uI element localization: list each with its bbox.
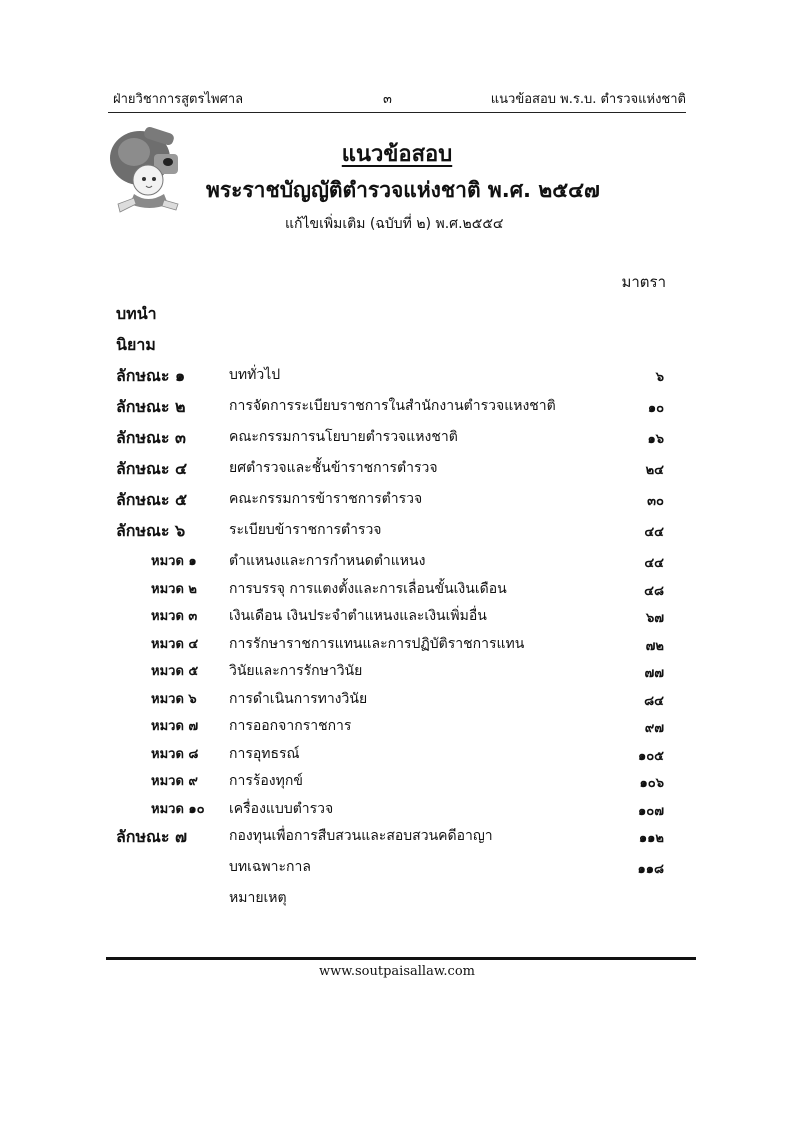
toc-part-title: คณะกรรมการนโยบายตำรวจแหงชาติ: [229, 429, 458, 445]
toc-part-label: ลักษณะ ๒: [116, 397, 186, 416]
toc-section-number: ๖๗: [645, 611, 664, 626]
toc-section-number: ๗๒: [645, 638, 664, 654]
toc-part-title: ตำแหนงและการกำหนดตำแหนง: [229, 553, 426, 569]
toc-part-label: หมวด ๘: [151, 746, 199, 762]
toc-section-number: ๑๐๗: [638, 803, 664, 819]
toc-row: [116, 574, 664, 602]
toc-part-title: การร้องทุกข์: [229, 773, 303, 789]
toc-row: [116, 629, 664, 657]
toc-part-label: หมวด ๙: [151, 774, 198, 789]
toc-part-title: ยศตำรวจและชั้นข้าราชการตำรวจ: [229, 460, 438, 476]
toc-section-number: ๑๐: [647, 401, 664, 416]
toc-part-title: หมายเหตุ: [229, 890, 287, 906]
toc-section-number: ๑๖: [647, 432, 664, 447]
toc-part-label: หมวด ๗: [151, 719, 199, 734]
toc-row: [116, 360, 664, 391]
toc-section-number: ๑๑๒: [638, 831, 664, 846]
toc-row: [116, 298, 664, 329]
toc-part-title: การอุทธรณ์: [229, 745, 300, 762]
toc-part-title: บททั่วไป: [229, 367, 281, 383]
toc-section-number: ๑๑๘: [637, 862, 664, 877]
toc-part-label: บทนำ: [116, 304, 157, 323]
toc-part-title: การรักษาราชการแทนและการปฏิบัติราชการแทน: [229, 635, 525, 652]
toc-section-number: ๔๔: [644, 525, 664, 540]
toc-part-label: หมวด ๖: [151, 691, 197, 707]
section-column-header: มาตรา: [621, 273, 666, 291]
document-title-block: [0, 136, 794, 171]
toc-row: [116, 422, 664, 453]
toc-row: [116, 684, 664, 712]
toc-section-number: ๙๗: [644, 721, 664, 736]
toc-part-title: เครื่องแบบตำรวจ: [229, 800, 334, 817]
toc-part-label: หมวด ๒: [151, 581, 197, 597]
toc-part-title: การออกจากราชการ: [229, 718, 352, 734]
toc-part-label: ลักษณะ ๕: [116, 490, 188, 509]
header-document-title: แนวข้อสอบ พ.ร.บ. ตำรวจแห่งชาติ: [490, 92, 686, 107]
toc-section-number: ๗๗: [644, 666, 664, 681]
toc-row: [116, 391, 664, 422]
toc-row: [116, 852, 664, 883]
toc-row: [116, 601, 664, 629]
toc-part-label: หมวด ๑๐: [151, 801, 205, 817]
toc-part-title: เงินเดือน เงินประจำตำแหนงและเงินเพิ่มอื่น: [229, 608, 487, 624]
toc-part-label: นิยาม: [116, 335, 156, 354]
toc-part-label: ลักษณะ ๑: [116, 366, 186, 385]
toc-row: [116, 821, 664, 852]
toc-section-number: ๑๐๖: [639, 776, 664, 791]
toc-row: [116, 739, 664, 767]
toc-part-title: ระเบียบข้าราชการตำรวจ: [229, 522, 382, 538]
table-of-contents: [116, 298, 664, 914]
toc-part-title: วินัยและการรักษาวินัย: [229, 663, 363, 679]
toc-row: [116, 453, 664, 484]
toc-section-number: ๘๔: [644, 693, 664, 709]
footer-website: www.soutpaisallaw.com: [319, 964, 475, 979]
toc-section-number: ๖: [655, 370, 664, 385]
act-title: พระราชบัญญัติตำรวจแห่งชาติ พ.ศ. ๒๕๔๗: [206, 178, 600, 202]
toc-part-label: ลักษณะ ๓: [116, 428, 186, 447]
toc-part-label: ลักษณะ ๖: [116, 521, 186, 540]
amendment-note: แก้ไขเพิ่มเติม (ฉบับที่ ๒) พ.ศ.๒๕๕๔: [285, 216, 504, 232]
toc-row: [116, 766, 664, 794]
toc-row: [116, 794, 664, 822]
toc-row: [116, 484, 664, 515]
toc-part-label: ลักษณะ ๗: [116, 827, 188, 846]
toc-section-number: ๔๘: [644, 583, 664, 599]
toc-row: [116, 546, 664, 574]
toc-row: [116, 515, 664, 546]
toc-part-title: กองทุนเพื่อการสืบสวนและสอบสวนคดีอาญา: [229, 828, 493, 844]
toc-row: [116, 656, 664, 684]
footer-divider: [106, 957, 696, 960]
toc-section-number: ๓๐: [647, 494, 664, 509]
toc-row: [116, 711, 664, 739]
header-page-number: ๓: [383, 92, 392, 107]
page-title: แนวข้อสอบ: [341, 142, 453, 167]
toc-part-title: บทเฉพาะกาล: [229, 859, 311, 875]
toc-section-number: ๑๐๕: [637, 748, 664, 764]
toc-part-label: หมวด ๕: [151, 664, 199, 679]
toc-row: [116, 329, 664, 360]
toc-section-number: ๔๔: [644, 556, 664, 571]
toc-part-label: หมวด ๓: [151, 609, 198, 624]
toc-part-label: หมวด ๔: [151, 636, 199, 652]
page-header: [113, 88, 686, 110]
toc-section-number: ๒๔: [645, 463, 664, 478]
header-divider: [108, 112, 686, 113]
toc-row: [116, 883, 664, 914]
header-organization: ฝ่ายวิชาการสูตรไพศาล: [113, 92, 244, 107]
toc-part-label: ลักษณะ ๔: [116, 459, 188, 478]
toc-part-title: การบรรจุ การแตงตั้งและการเลื่อนขั้นเงินเดือน: [229, 580, 507, 597]
toc-part-label: หมวด ๑: [151, 554, 197, 569]
toc-part-title: การดำเนินการทางวินัย: [229, 690, 368, 707]
toc-part-title: คณะกรรมการข้าราชการตำรวจ: [229, 491, 423, 507]
toc-part-title: การจัดการระเบียบราชการในสำนักงานตำรวจแหงชาติ: [229, 398, 556, 414]
